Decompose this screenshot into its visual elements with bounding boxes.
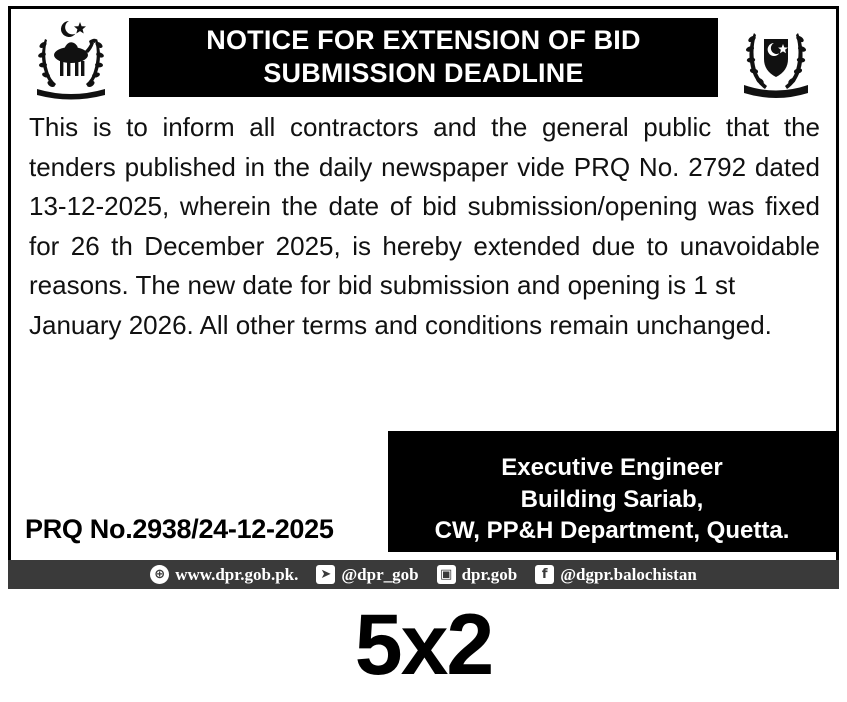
- social-label-instagram: dpr.gob: [461, 564, 518, 584]
- globe-icon: ⊕: [150, 565, 169, 584]
- signatory-division: Building Sariab,: [520, 485, 704, 513]
- ad-size-mark: 5x2: [354, 597, 493, 693]
- notice-box: [8, 6, 839, 589]
- notice-title: [129, 18, 718, 98]
- government-of-balochistan-crest-icon: [19, 15, 123, 103]
- social-item-website[interactable]: [150, 565, 298, 585]
- signature-block: [388, 431, 836, 552]
- signatory-designation: Executive Engineer: [501, 454, 723, 481]
- notice-header: [11, 9, 836, 104]
- social-label-twitter: @dpr_gob: [341, 564, 419, 584]
- social-item-twitter[interactable]: [316, 565, 418, 585]
- facebook-icon: f: [535, 565, 554, 584]
- social-item-instagram[interactable]: [437, 565, 518, 585]
- social-item-facebook[interactable]: [535, 565, 697, 585]
- social-label-website: www.dpr.gob.pk.: [175, 564, 299, 584]
- notice-title-line2: SUBMISSION DEADLINE: [263, 57, 584, 88]
- notice-body: [11, 104, 836, 345]
- dpr-balochistan-crest-icon: [724, 15, 828, 103]
- instagram-icon: ▣: [437, 565, 456, 584]
- notice-body-last-line: January 2026. All other terms and conditions remain unchanged.: [29, 309, 772, 340]
- prq-number: PRQ No.2938/24-12-2025: [25, 514, 334, 544]
- twitter-icon: ➤: [316, 565, 335, 584]
- notice-title-line1: NOTICE FOR EXTENSION OF BID: [206, 24, 641, 55]
- signatory-department: CW, PP&H Department, Quetta.: [434, 517, 790, 545]
- notice-body-main: This is to inform all contractors and the general public that the tenders published in the daily newspaper vide PRQ No. 2792 dated 13-12-2025, wherein the date of bid submission/opening was fixed for 26 th December 2025, is hereby extended due to unavoidable reasons. The new date for bid submission and opening is 1 st: [29, 112, 820, 301]
- social-media-bar: [8, 560, 839, 589]
- social-label-facebook: @dgpr.balochistan: [560, 564, 697, 584]
